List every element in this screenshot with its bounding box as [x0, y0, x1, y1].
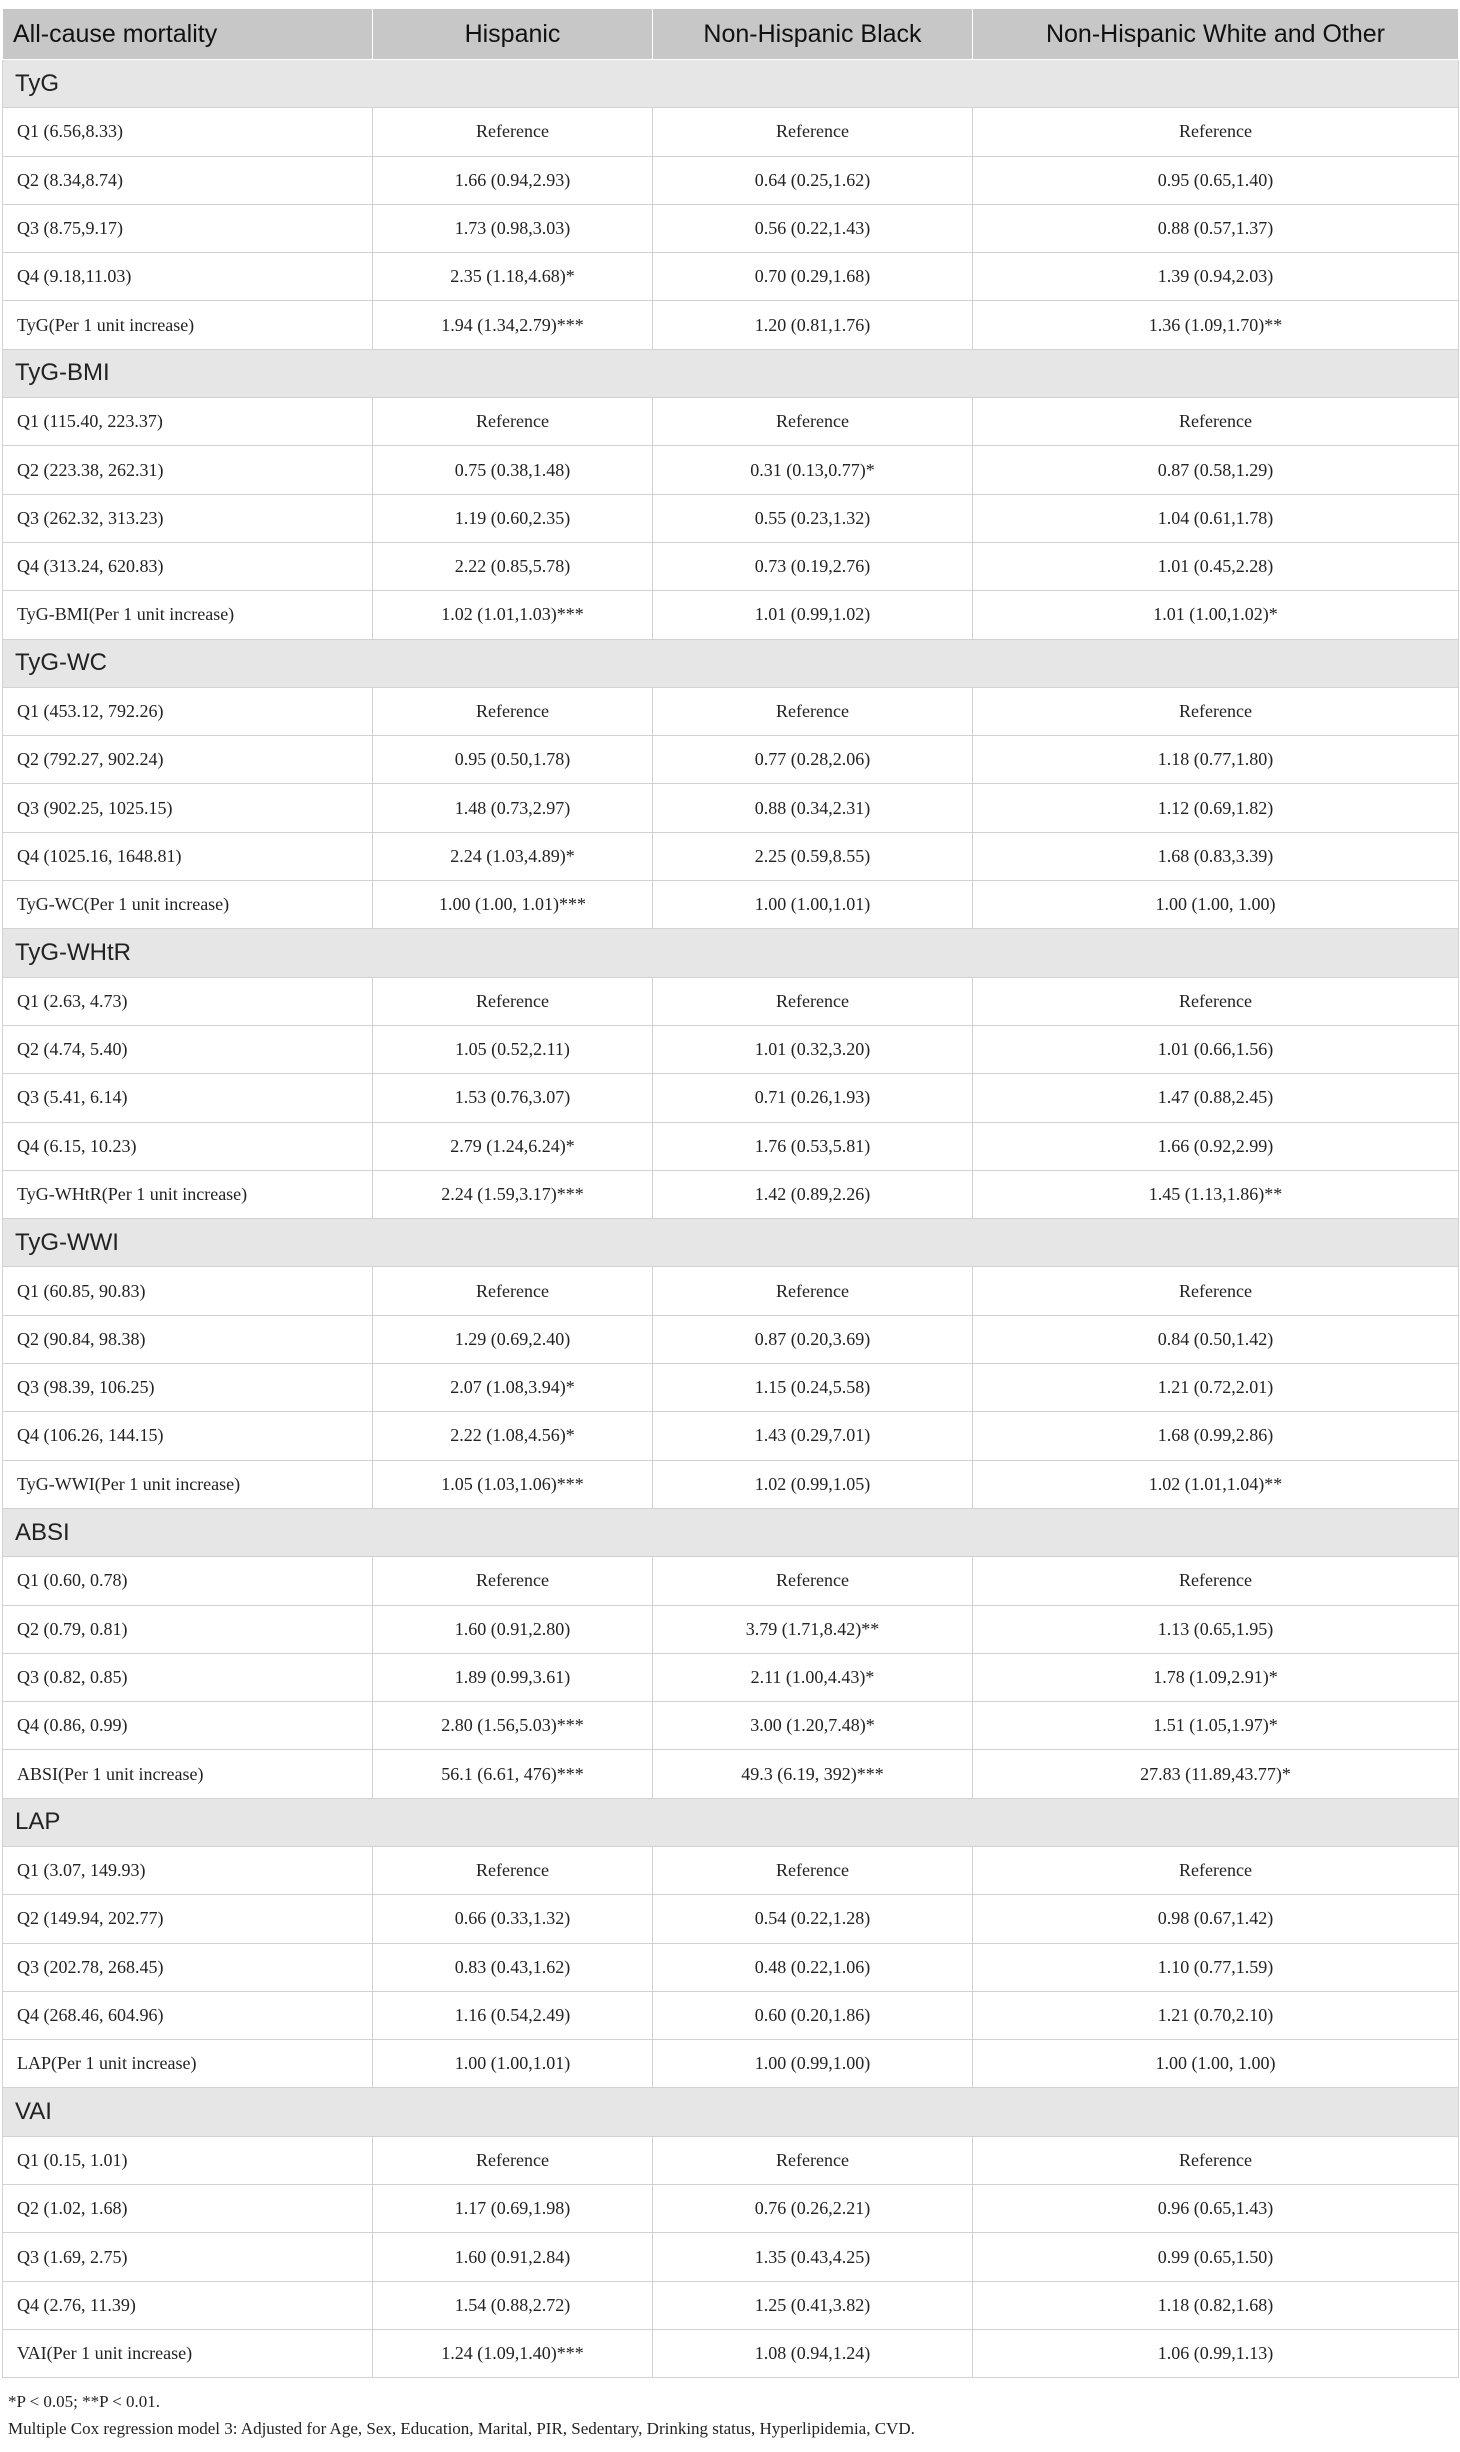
table-row	[3, 1846, 1459, 1894]
cell-non-hispanic-black: 0.48 (0.22,1.06)	[653, 1943, 973, 1991]
table-header	[3, 9, 1459, 60]
row-label: Q1 (2.63, 4.73)	[3, 977, 373, 1025]
row-label: Q2 (90.84, 98.38)	[3, 1315, 373, 1363]
table-row	[3, 1895, 1459, 1943]
cell-hispanic: 1.02 (1.01,1.03)***	[373, 591, 653, 639]
group-header-row	[3, 639, 1459, 687]
row-label: Q1 (60.85, 90.83)	[3, 1267, 373, 1315]
row-label: Q3 (1.69, 2.75)	[3, 2233, 373, 2281]
table-row	[3, 398, 1459, 446]
cell-hispanic: 1.05 (0.52,2.11)	[373, 1025, 653, 1073]
cell-hispanic: 1.66 (0.94,2.93)	[373, 156, 653, 204]
table-row	[3, 1460, 1459, 1508]
row-label: Q2 (8.34,8.74)	[3, 156, 373, 204]
table-row	[3, 2281, 1459, 2329]
table-row	[3, 1702, 1459, 1750]
cell-non-hispanic-black: 0.56 (0.22,1.43)	[653, 204, 973, 252]
cell-hispanic: Reference	[373, 2136, 653, 2184]
row-label: Q4 (9.18,11.03)	[3, 253, 373, 301]
table-row	[3, 2233, 1459, 2281]
row-label: Q2 (149.94, 202.77)	[3, 1895, 373, 1943]
cell-non-hispanic-white-other: 1.04 (0.61,1.78)	[973, 494, 1459, 542]
cell-hispanic: 0.83 (0.43,1.62)	[373, 1943, 653, 1991]
row-label: Q2 (4.74, 5.40)	[3, 1025, 373, 1073]
cell-hispanic: Reference	[373, 687, 653, 735]
group-name: ABSI	[3, 1508, 1459, 1556]
cell-hispanic: 1.00 (1.00,1.01)	[373, 2040, 653, 2088]
cell-non-hispanic-white-other: Reference	[973, 398, 1459, 446]
row-label: Q2 (0.79, 0.81)	[3, 1605, 373, 1653]
cell-non-hispanic-white-other: Reference	[973, 1267, 1459, 1315]
group-name: TyG-WWI	[3, 1219, 1459, 1267]
row-label: Q3 (0.82, 0.85)	[3, 1653, 373, 1701]
cell-non-hispanic-black: 1.42 (0.89,2.26)	[653, 1170, 973, 1218]
cell-non-hispanic-black: 0.77 (0.28,2.06)	[653, 736, 973, 784]
group-header-row	[3, 2088, 1459, 2136]
group-name: VAI	[3, 2088, 1459, 2136]
table-row	[3, 1557, 1459, 1605]
cell-hispanic: Reference	[373, 108, 653, 156]
cell-non-hispanic-white-other: 0.98 (0.67,1.42)	[973, 1895, 1459, 1943]
cell-non-hispanic-white-other: 1.10 (0.77,1.59)	[973, 1943, 1459, 1991]
row-label: Q3 (98.39, 106.25)	[3, 1364, 373, 1412]
cell-hispanic: 1.94 (1.34,2.79)***	[373, 301, 653, 349]
group-header-row	[3, 1508, 1459, 1556]
table-row	[3, 1315, 1459, 1363]
cell-non-hispanic-black: 3.00 (1.20,7.48)*	[653, 1702, 973, 1750]
row-label: Q3 (262.32, 313.23)	[3, 494, 373, 542]
table-row	[3, 446, 1459, 494]
cell-non-hispanic-black: 1.00 (1.00,1.01)	[653, 881, 973, 929]
cell-non-hispanic-white-other: 1.66 (0.92,2.99)	[973, 1122, 1459, 1170]
cell-non-hispanic-white-other: 1.18 (0.82,1.68)	[973, 2281, 1459, 2329]
cell-non-hispanic-black: 1.15 (0.24,5.58)	[653, 1364, 973, 1412]
cell-non-hispanic-black: 0.70 (0.29,1.68)	[653, 253, 973, 301]
row-label: ABSI(Per 1 unit increase)	[3, 1750, 373, 1798]
cell-hispanic: 56.1 (6.61, 476)***	[373, 1750, 653, 1798]
cell-hispanic: 1.16 (0.54,2.49)	[373, 1991, 653, 2039]
row-label: LAP(Per 1 unit increase)	[3, 2040, 373, 2088]
cell-non-hispanic-black: 0.87 (0.20,3.69)	[653, 1315, 973, 1363]
cell-hispanic: 1.00 (1.00, 1.01)***	[373, 881, 653, 929]
cell-hispanic: 1.60 (0.91,2.84)	[373, 2233, 653, 2281]
cell-hispanic: 2.79 (1.24,6.24)*	[373, 1122, 653, 1170]
table-body	[3, 60, 1459, 2378]
cell-hispanic: 1.60 (0.91,2.80)	[373, 1605, 653, 1653]
cell-non-hispanic-black: 2.11 (1.00,4.43)*	[653, 1653, 973, 1701]
cell-non-hispanic-black: 1.43 (0.29,7.01)	[653, 1412, 973, 1460]
cell-non-hispanic-black: 0.60 (0.20,1.86)	[653, 1991, 973, 2039]
row-label: TyG-WWI(Per 1 unit increase)	[3, 1460, 373, 1508]
cell-hispanic: Reference	[373, 398, 653, 446]
table-row	[3, 1025, 1459, 1073]
cell-hispanic: 2.07 (1.08,3.94)*	[373, 1364, 653, 1412]
mortality-table	[2, 8, 1459, 2378]
cell-non-hispanic-white-other: 0.95 (0.65,1.40)	[973, 156, 1459, 204]
table-row	[3, 108, 1459, 156]
cell-non-hispanic-white-other: 1.21 (0.70,2.10)	[973, 1991, 1459, 2039]
row-label: Q4 (268.46, 604.96)	[3, 1991, 373, 2039]
cell-hispanic: Reference	[373, 1846, 653, 1894]
table-row	[3, 204, 1459, 252]
cell-non-hispanic-white-other: 1.68 (0.99,2.86)	[973, 1412, 1459, 1460]
header-outcome: All-cause mortality	[3, 9, 373, 60]
header-non-hispanic-white-other: Non-Hispanic White and Other	[973, 9, 1459, 60]
footnote-significance: *P < 0.05; **P < 0.01.	[8, 2392, 161, 2412]
cell-hispanic: 2.24 (1.03,4.89)*	[373, 832, 653, 880]
cell-non-hispanic-white-other: Reference	[973, 1557, 1459, 1605]
table-row	[3, 832, 1459, 880]
row-label: Q3 (8.75,9.17)	[3, 204, 373, 252]
cell-non-hispanic-white-other: 0.84 (0.50,1.42)	[973, 1315, 1459, 1363]
table-row	[3, 736, 1459, 784]
group-header-row	[3, 60, 1459, 108]
cell-hispanic: Reference	[373, 1267, 653, 1315]
row-label: Q2 (792.27, 902.24)	[3, 736, 373, 784]
cell-non-hispanic-black: 0.88 (0.34,2.31)	[653, 784, 973, 832]
row-label: Q2 (1.02, 1.68)	[3, 2185, 373, 2233]
group-header-row	[3, 1798, 1459, 1846]
cell-non-hispanic-white-other: Reference	[973, 687, 1459, 735]
table-row	[3, 1943, 1459, 1991]
cell-non-hispanic-black: Reference	[653, 687, 973, 735]
cell-non-hispanic-black: 0.76 (0.26,2.21)	[653, 2185, 973, 2233]
cell-non-hispanic-white-other: 1.01 (0.66,1.56)	[973, 1025, 1459, 1073]
table-row	[3, 2185, 1459, 2233]
footnotes	[2, 2378, 1460, 2442]
cell-hispanic: 2.22 (1.08,4.56)*	[373, 1412, 653, 1460]
row-label: Q1 (3.07, 149.93)	[3, 1846, 373, 1894]
table-row	[3, 591, 1459, 639]
cell-hispanic: 1.24 (1.09,1.40)***	[373, 2329, 653, 2377]
cell-hispanic: 2.24 (1.59,3.17)***	[373, 1170, 653, 1218]
cell-non-hispanic-white-other: 1.13 (0.65,1.95)	[973, 1605, 1459, 1653]
cell-hispanic: 1.19 (0.60,2.35)	[373, 494, 653, 542]
table-row	[3, 494, 1459, 542]
cell-non-hispanic-white-other: 1.12 (0.69,1.82)	[973, 784, 1459, 832]
cell-non-hispanic-black: 0.55 (0.23,1.32)	[653, 494, 973, 542]
cell-non-hispanic-black: Reference	[653, 1846, 973, 1894]
header-hispanic: Hispanic	[373, 9, 653, 60]
table-row	[3, 156, 1459, 204]
group-name: TyG-WHtR	[3, 929, 1459, 977]
cell-non-hispanic-white-other: 1.18 (0.77,1.80)	[973, 736, 1459, 784]
cell-hispanic: 0.66 (0.33,1.32)	[373, 1895, 653, 1943]
table-row	[3, 253, 1459, 301]
cell-hispanic: 1.48 (0.73,2.97)	[373, 784, 653, 832]
cell-hispanic: 1.05 (1.03,1.06)***	[373, 1460, 653, 1508]
cell-non-hispanic-black: 1.20 (0.81,1.76)	[653, 301, 973, 349]
row-label: Q3 (202.78, 268.45)	[3, 1943, 373, 1991]
cell-non-hispanic-black: Reference	[653, 2136, 973, 2184]
cell-non-hispanic-black: 0.71 (0.26,1.93)	[653, 1074, 973, 1122]
group-name: TyG-WC	[3, 639, 1459, 687]
table-row	[3, 1074, 1459, 1122]
row-label: Q1 (0.60, 0.78)	[3, 1557, 373, 1605]
cell-hispanic: 1.54 (0.88,2.72)	[373, 2281, 653, 2329]
table-row	[3, 881, 1459, 929]
cell-non-hispanic-black: Reference	[653, 108, 973, 156]
cell-non-hispanic-white-other: Reference	[973, 977, 1459, 1025]
cell-hispanic: 2.80 (1.56,5.03)***	[373, 1702, 653, 1750]
group-name: LAP	[3, 1798, 1459, 1846]
table-row	[3, 1750, 1459, 1798]
cell-non-hispanic-black: 1.01 (0.99,1.02)	[653, 591, 973, 639]
row-label: Q4 (313.24, 620.83)	[3, 542, 373, 590]
group-header-row	[3, 929, 1459, 977]
cell-non-hispanic-white-other: 1.01 (0.45,2.28)	[973, 542, 1459, 590]
cell-non-hispanic-white-other: Reference	[973, 108, 1459, 156]
cell-non-hispanic-black: 49.3 (6.19, 392)***	[653, 1750, 973, 1798]
row-label: Q3 (5.41, 6.14)	[3, 1074, 373, 1122]
cell-non-hispanic-white-other: 1.00 (1.00, 1.00)	[973, 881, 1459, 929]
table-row	[3, 977, 1459, 1025]
row-label: Q4 (106.26, 144.15)	[3, 1412, 373, 1460]
cell-non-hispanic-black: 1.01 (0.32,3.20)	[653, 1025, 973, 1073]
table-row	[3, 2329, 1459, 2377]
table-row	[3, 1122, 1459, 1170]
cell-hispanic: 0.95 (0.50,1.78)	[373, 736, 653, 784]
row-label: Q4 (1025.16, 1648.81)	[3, 832, 373, 880]
cell-non-hispanic-white-other: 1.00 (1.00, 1.00)	[973, 2040, 1459, 2088]
table-row	[3, 1364, 1459, 1412]
cell-non-hispanic-black: 1.02 (0.99,1.05)	[653, 1460, 973, 1508]
cell-non-hispanic-black: Reference	[653, 977, 973, 1025]
cell-non-hispanic-white-other: 0.87 (0.58,1.29)	[973, 446, 1459, 494]
table-row	[3, 1170, 1459, 1218]
table-row	[3, 687, 1459, 735]
cell-non-hispanic-white-other: 1.47 (0.88,2.45)	[973, 1074, 1459, 1122]
cell-hispanic: 1.29 (0.69,2.40)	[373, 1315, 653, 1363]
cell-non-hispanic-white-other: 1.01 (1.00,1.02)*	[973, 591, 1459, 639]
header-non-hispanic-black: Non-Hispanic Black	[653, 9, 973, 60]
table-row	[3, 301, 1459, 349]
cell-non-hispanic-white-other: 1.45 (1.13,1.86)**	[973, 1170, 1459, 1218]
cell-non-hispanic-black: 1.08 (0.94,1.24)	[653, 2329, 973, 2377]
cell-non-hispanic-black: 0.73 (0.19,2.76)	[653, 542, 973, 590]
cell-hispanic: 2.35 (1.18,4.68)*	[373, 253, 653, 301]
cell-non-hispanic-white-other: 1.51 (1.05,1.97)*	[973, 1702, 1459, 1750]
header-row	[3, 9, 1459, 60]
cell-non-hispanic-black: 0.54 (0.22,1.28)	[653, 1895, 973, 1943]
row-label: Q1 (6.56,8.33)	[3, 108, 373, 156]
cell-non-hispanic-white-other: 1.36 (1.09,1.70)**	[973, 301, 1459, 349]
row-label: Q4 (2.76, 11.39)	[3, 2281, 373, 2329]
table-row	[3, 784, 1459, 832]
cell-hispanic: Reference	[373, 1557, 653, 1605]
cell-hispanic: Reference	[373, 977, 653, 1025]
cell-non-hispanic-white-other: 1.68 (0.83,3.39)	[973, 832, 1459, 880]
table-row	[3, 542, 1459, 590]
table-row	[3, 1412, 1459, 1460]
cell-non-hispanic-black: Reference	[653, 398, 973, 446]
group-name: TyG-BMI	[3, 349, 1459, 397]
cell-non-hispanic-black: 1.35 (0.43,4.25)	[653, 2233, 973, 2281]
group-header-row	[3, 1219, 1459, 1267]
cell-non-hispanic-black: 3.79 (1.71,8.42)**	[653, 1605, 973, 1653]
cell-non-hispanic-black: Reference	[653, 1267, 973, 1315]
table-row	[3, 2136, 1459, 2184]
row-label: TyG-WHtR(Per 1 unit increase)	[3, 1170, 373, 1218]
cell-non-hispanic-white-other: 1.78 (1.09,2.91)*	[973, 1653, 1459, 1701]
row-label: TyG(Per 1 unit increase)	[3, 301, 373, 349]
cell-non-hispanic-black: 1.76 (0.53,5.81)	[653, 1122, 973, 1170]
cell-non-hispanic-black: 0.31 (0.13,0.77)*	[653, 446, 973, 494]
cell-hispanic: 2.22 (0.85,5.78)	[373, 542, 653, 590]
row-label: Q3 (902.25, 1025.15)	[3, 784, 373, 832]
cell-non-hispanic-white-other: 1.21 (0.72,2.01)	[973, 1364, 1459, 1412]
cell-non-hispanic-white-other: 1.06 (0.99,1.13)	[973, 2329, 1459, 2377]
row-label: Q2 (223.38, 262.31)	[3, 446, 373, 494]
row-label: VAI(Per 1 unit increase)	[3, 2329, 373, 2377]
cell-hispanic: 1.89 (0.99,3.61)	[373, 1653, 653, 1701]
row-label: Q1 (0.15, 1.01)	[3, 2136, 373, 2184]
cell-non-hispanic-white-other: Reference	[973, 2136, 1459, 2184]
row-label: TyG-WC(Per 1 unit increase)	[3, 881, 373, 929]
row-label: Q1 (453.12, 792.26)	[3, 687, 373, 735]
cell-non-hispanic-white-other: 0.96 (0.65,1.43)	[973, 2185, 1459, 2233]
footnote-model: Multiple Cox regression model 3: Adjusted for Age, Sex, Education, Marital, PIR, Sedentary, Drinking status, Hyperlipidemia, CVD.	[8, 2419, 915, 2439]
cell-hispanic: 1.73 (0.98,3.03)	[373, 204, 653, 252]
row-label: Q1 (115.40, 223.37)	[3, 398, 373, 446]
group-name: TyG	[3, 60, 1459, 108]
cell-non-hispanic-black: 0.64 (0.25,1.62)	[653, 156, 973, 204]
cell-hispanic: 0.75 (0.38,1.48)	[373, 446, 653, 494]
cell-non-hispanic-white-other: 1.39 (0.94,2.03)	[973, 253, 1459, 301]
cell-hispanic: 1.53 (0.76,3.07)	[373, 1074, 653, 1122]
cell-non-hispanic-black: 1.00 (0.99,1.00)	[653, 2040, 973, 2088]
row-label: Q4 (6.15, 10.23)	[3, 1122, 373, 1170]
cell-non-hispanic-white-other: 1.02 (1.01,1.04)**	[973, 1460, 1459, 1508]
cell-non-hispanic-white-other: 27.83 (11.89,43.77)*	[973, 1750, 1459, 1798]
table-row	[3, 2040, 1459, 2088]
table-row	[3, 1605, 1459, 1653]
table-row	[3, 1991, 1459, 2039]
cell-non-hispanic-white-other: 0.88 (0.57,1.37)	[973, 204, 1459, 252]
cell-hispanic: 1.17 (0.69,1.98)	[373, 2185, 653, 2233]
row-label: Q4 (0.86, 0.99)	[3, 1702, 373, 1750]
cell-non-hispanic-black: Reference	[653, 1557, 973, 1605]
cell-non-hispanic-white-other: Reference	[973, 1846, 1459, 1894]
cell-non-hispanic-white-other: 0.99 (0.65,1.50)	[973, 2233, 1459, 2281]
cell-non-hispanic-black: 1.25 (0.41,3.82)	[653, 2281, 973, 2329]
row-label: TyG-BMI(Per 1 unit increase)	[3, 591, 373, 639]
group-header-row	[3, 349, 1459, 397]
table-row	[3, 1267, 1459, 1315]
cell-non-hispanic-black: 2.25 (0.59,8.55)	[653, 832, 973, 880]
table-row	[3, 1653, 1459, 1701]
